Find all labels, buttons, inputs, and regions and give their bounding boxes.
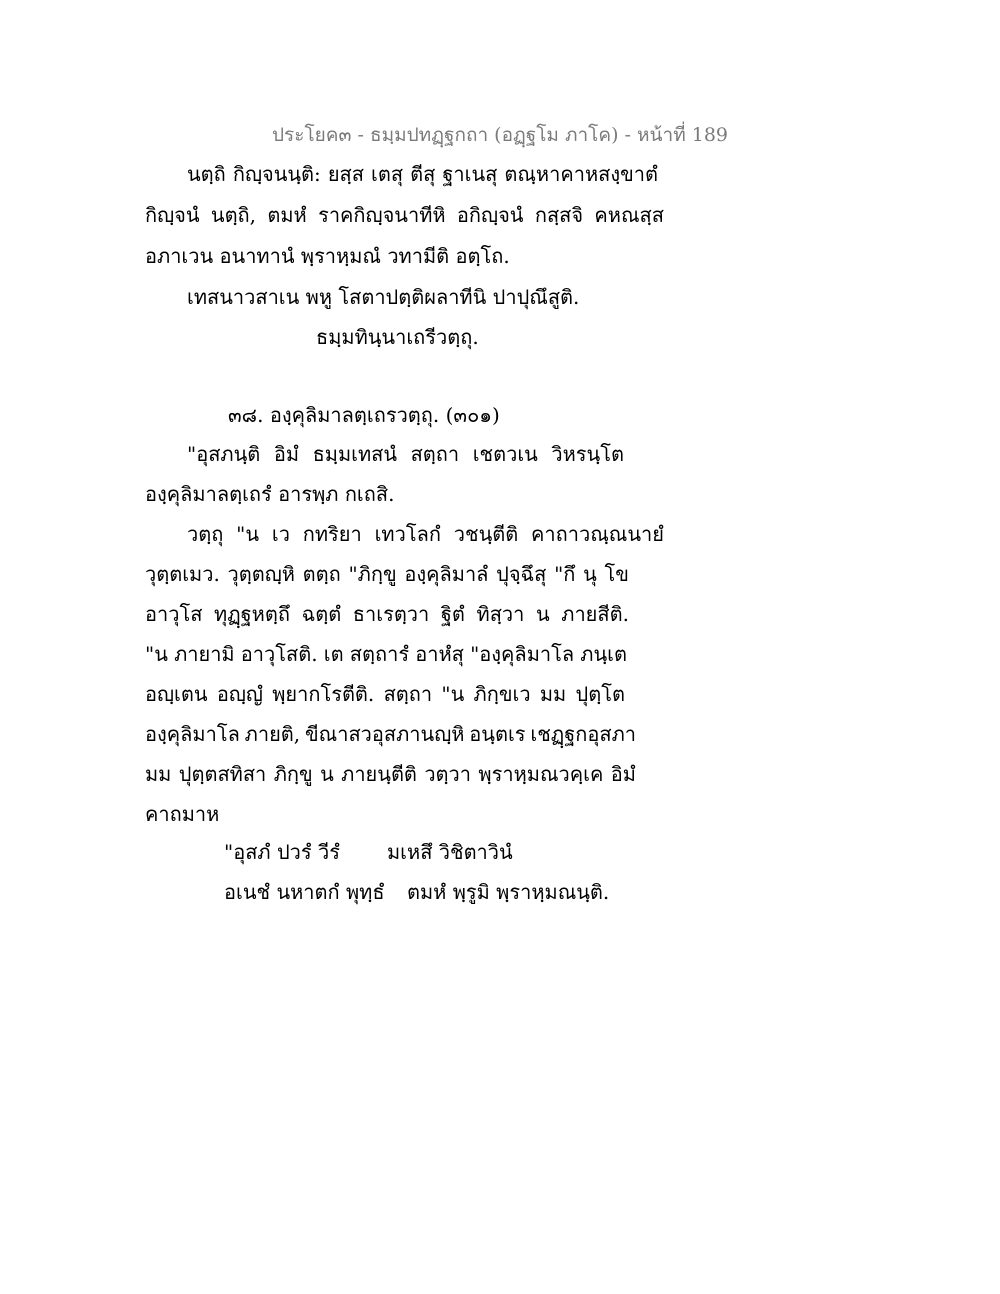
word: กิญฺจนํ — [145, 203, 200, 227]
word: วตฺวา — [424, 762, 472, 786]
verse-line: "อุสภํ ปวรํ วีรํ — [224, 840, 340, 864]
word: อนฺตเร — [469, 722, 526, 746]
word: "น — [236, 522, 260, 546]
word: "กึ — [554, 562, 576, 586]
word: น — [320, 762, 334, 786]
word: ฐิตํ — [440, 602, 465, 626]
text-line — [145, 640, 627, 668]
word: ภายนฺตีติ — [341, 762, 417, 786]
word: ภายติ, — [244, 722, 301, 746]
word: อาหํสุ — [415, 642, 464, 666]
word: องฺคุลิมาลํ — [404, 562, 489, 586]
word: ปุตฺโต — [575, 682, 625, 706]
story-end-title: ธมฺมทินฺนาเถรีวตฺถุ. — [316, 325, 479, 349]
word: "อุสภนฺติ — [187, 442, 261, 466]
word: คหณสฺส — [594, 203, 664, 227]
word: ตณฺหาคาหสงฺขาตํ — [504, 162, 658, 186]
text-line — [145, 680, 625, 708]
verse-line: อเนชํ นหาตกํ พุทฺธํ — [224, 880, 385, 904]
word: ภนฺเต — [580, 642, 627, 666]
word: โข — [604, 562, 629, 586]
text-line: องฺคุลิมาลตฺเถรํ อารพฺภ กเถสิ. — [145, 482, 395, 506]
word: อิมํ — [610, 762, 636, 786]
word: กสฺสจิ — [534, 203, 584, 227]
word: เต — [323, 642, 344, 666]
text-line — [187, 440, 624, 468]
word: "องฺคุลิมาโล — [470, 642, 575, 666]
word: กิญฺจนนฺติ: — [232, 162, 321, 186]
word: ภายสีติ. — [561, 602, 629, 626]
word: นตฺถิ — [187, 162, 226, 186]
word: เทวโลกํ — [374, 522, 441, 546]
word: ปุตฺตสทิสา — [178, 762, 267, 786]
word: ตีสุ — [410, 162, 436, 186]
text-line — [145, 760, 636, 788]
word: ตมหํ — [267, 203, 307, 227]
word: วชนฺตีติ — [453, 522, 519, 546]
page-header: ประโยค๓ - ธมฺมปทฏฺฐกถา (อฏฺฐโม ภาโค) - หน้าที่ 189 — [271, 124, 729, 146]
word: ขีณาสวอุสภานญฺหิ — [305, 722, 465, 746]
word: ภิกฺขเว — [473, 682, 531, 706]
word: ยสฺส — [327, 162, 364, 186]
text-line — [187, 160, 658, 188]
word: ภิกฺขู — [273, 762, 313, 786]
word: วุตฺตญฺหิ — [227, 562, 295, 586]
word: น — [535, 602, 550, 626]
word: กทริยา — [302, 522, 362, 546]
verse-line: มเหสึ วิชิตาวินํ — [387, 840, 513, 864]
word: คาถาวณฺณนายํ — [531, 522, 664, 546]
word: อญฺญํ — [216, 682, 263, 706]
word: อกิญฺจนํ — [456, 203, 524, 227]
word: ปุจฺฉึสุ — [496, 562, 547, 586]
word: ราคกิญฺจนาทีหิ — [318, 203, 446, 227]
verse-line: ตมหํ พฺรูมิ พฺราหฺมณนฺติ. — [407, 880, 610, 904]
word: ภายามิ — [174, 642, 235, 666]
text-line — [145, 600, 629, 628]
word: เชตวเน — [472, 442, 538, 466]
word: ธาเรตฺวา — [352, 602, 430, 626]
word: มม — [539, 682, 567, 706]
word: นุ — [583, 562, 597, 586]
word: สตฺถา — [410, 442, 460, 466]
word: "น — [441, 682, 465, 706]
word: ธมฺมเทสนํ — [312, 442, 398, 466]
text-line — [187, 520, 664, 548]
word: อญฺเตน — [145, 682, 208, 706]
word: ตตฺถ — [302, 562, 341, 586]
text-line — [145, 560, 629, 588]
word: เว — [271, 522, 290, 546]
text-line — [145, 720, 636, 748]
word: สตฺถารํ — [349, 642, 410, 666]
word: อิมํ — [273, 442, 300, 466]
section-title: ๓๘. องฺคุลิมาลตฺเถรวตฺถุ. (๓๐๑) — [228, 403, 500, 427]
word: ฐาเนสุ — [442, 162, 498, 186]
word: เชฏฺฐกอุสภา — [530, 722, 636, 746]
word: สตฺถา — [383, 682, 433, 706]
word: "น — [145, 642, 168, 666]
word: วตฺถุ — [187, 522, 224, 546]
word: เตสุ — [371, 162, 404, 186]
word: วิหรนฺโต — [551, 442, 624, 466]
word: วุตฺตเมว. — [145, 562, 220, 586]
word: ทิสฺวา — [476, 602, 525, 626]
word: นตฺถิ, — [210, 203, 257, 227]
word: พฺราหฺมณวคฺเค — [478, 762, 604, 786]
text-line: เทสนาวสาเน พหู โสตาปตฺติผลาทีนิ ปาปุณึสูติ. — [187, 285, 580, 309]
word: อาวุโสติ. — [240, 642, 318, 666]
word: ทุฏฺฐหตฺถึ — [214, 602, 290, 626]
word: ฉตฺตํ — [301, 602, 342, 626]
word: องฺคุลิมาโล — [145, 722, 240, 746]
word: "ภิกฺขู — [348, 562, 397, 586]
text-line — [145, 201, 664, 229]
word: มม — [145, 762, 172, 786]
text-line: อภาเวน อนาทานํ พฺราหฺมณํ วทามีติ อตฺโถ. — [145, 244, 510, 268]
word: อาวุโส — [145, 602, 203, 626]
word: พฺยากโรตีติ. — [272, 682, 375, 706]
text-line: คาถมาห — [145, 802, 220, 826]
